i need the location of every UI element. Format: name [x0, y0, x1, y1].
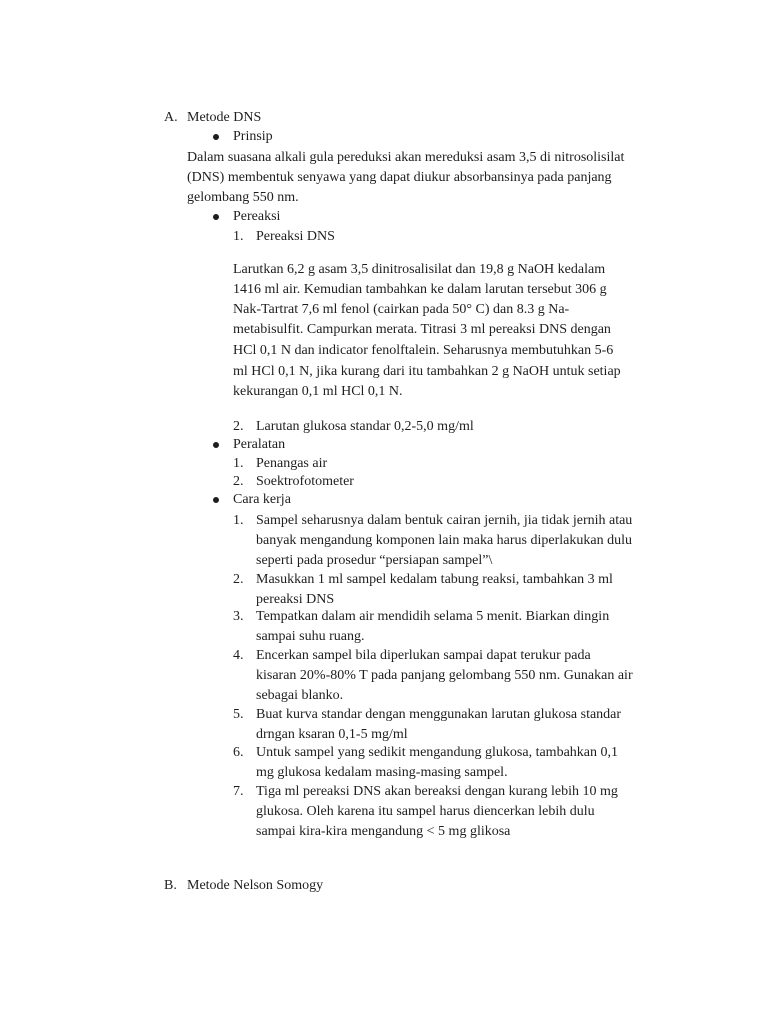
pereaksi-item-number: 2.: [233, 419, 244, 434]
pereaksi-detail-line: metabisulfit. Campurkan merata. Titrasi 3 ml pereaksi DNS dengan: [233, 322, 611, 337]
step-number: 3.: [233, 609, 244, 624]
pereaksi-item-number: 1.: [233, 229, 244, 244]
step-number: 4.: [233, 648, 244, 663]
pereaksi-item-text: Larutan glukosa standar 0,2-5,0 mg/ml: [256, 419, 474, 434]
step-number: 5.: [233, 707, 244, 722]
step-number: 1.: [233, 513, 244, 528]
pereaksi-detail-line: 1416 ml air. Kemudian tambahkan ke dalam larutan tersebut 306 g: [233, 282, 607, 297]
step-line: Masukkan 1 ml sampel kedalam tabung reaksi, tambahkan 3 ml: [256, 572, 613, 587]
pereaksi-label: Pereaksi: [233, 209, 281, 224]
prinsip-text-line: Dalam suasana alkali gula pereduksi akan mereduksi asam 3,5 di nitrosolisilat: [187, 150, 625, 165]
step-number: 7.: [233, 784, 244, 799]
step-number: 2.: [233, 572, 244, 587]
pereaksi-detail-line: kekurangan 0,1 ml HCl 0,1 N.: [233, 384, 403, 399]
prinsip-text-line: gelombang 550 nm.: [187, 190, 299, 205]
peralatan-item-text: Soektrofotometer: [256, 474, 354, 489]
step-line: pereaksi DNS: [256, 592, 335, 607]
cara-kerja-label: Cara kerja: [233, 492, 291, 507]
pereaksi-detail-line: Larutkan 6,2 g asam 3,5 dinitrosalisilat dan 19,8 g NaOH kedalam: [233, 262, 606, 277]
step-line: Encerkan sampel bila diperlukan sampai dapat terukur pada: [256, 648, 591, 663]
step-line: sampai kira-kira mengandung < 5 mg glikosa: [256, 824, 511, 839]
step-line: Buat kurva standar dengan menggunakan larutan glukosa standar: [256, 707, 622, 722]
section-a-marker: A.: [164, 110, 178, 125]
bullet-peralatan: [213, 442, 219, 448]
prinsip-text-line: (DNS) membentuk senyawa yang dapat diukur absorbansinya pada panjang: [187, 170, 612, 185]
peralatan-label: Peralatan: [233, 437, 286, 452]
prinsip-label: Prinsip: [233, 129, 273, 144]
step-line: drngan ksaran 0,1-5 mg/ml: [256, 727, 408, 742]
step-line: Tempatkan dalam air mendidih selama 5 menit. Biarkan dingin: [256, 609, 610, 624]
section-b-title: Metode Nelson Somogy: [187, 878, 324, 893]
step-line: mg glukosa kedalam masing-masing sampel.: [256, 765, 508, 780]
pereaksi-item-text: Pereaksi DNS: [256, 229, 335, 244]
bullet-cara-kerja: [213, 497, 219, 503]
peralatan-item-number: 1.: [233, 456, 244, 471]
pereaksi-detail-line: Nak-Tartrat 7,6 ml fenol (cairkan pada 50° C) dan 8.3 g Na-: [233, 302, 570, 317]
step-line: glukosa. Oleh karena itu sampel harus diencerkan lebih dulu: [256, 804, 595, 819]
peralatan-item-number: 2.: [233, 474, 244, 489]
step-line: seperti pada prosedur “persiapan sampel”\: [256, 553, 493, 568]
step-line: Untuk sampel yang sedikit mengandung glukosa, tambahkan 0,1: [256, 745, 618, 760]
pereaksi-detail-line: HCl 0,1 N dan indicator fenolftalein. Seharusnya membutuhkan 5-6: [233, 343, 614, 358]
step-line: sebagai blanko.: [256, 688, 344, 703]
step-line: kisaran 20%-80% T pada panjang gelombang 550 nm. Gunakan air: [256, 668, 633, 683]
peralatan-item-text: Penangas air: [256, 456, 328, 471]
step-number: 6.: [233, 745, 244, 760]
section-b-marker: B.: [164, 878, 177, 893]
bullet-prinsip: [213, 134, 219, 140]
section-a-title: Metode DNS: [187, 110, 262, 125]
step-line: Tiga ml pereaksi DNS akan bereaksi dengan kurang lebih 10 mg: [256, 784, 618, 799]
bullet-pereaksi: [213, 214, 219, 220]
step-line: banyak mengandung komponen lain maka harus diperlakukan dulu: [256, 533, 632, 548]
step-line: Sampel seharusnya dalam bentuk cairan jernih, jia tidak jernih atau: [256, 513, 633, 528]
pereaksi-detail-line: ml HCl 0,1 N, jika kurang dari itu tambahkan 2 g NaOH untuk setiap: [233, 364, 621, 379]
step-line: sampai suhu ruang.: [256, 629, 365, 644]
